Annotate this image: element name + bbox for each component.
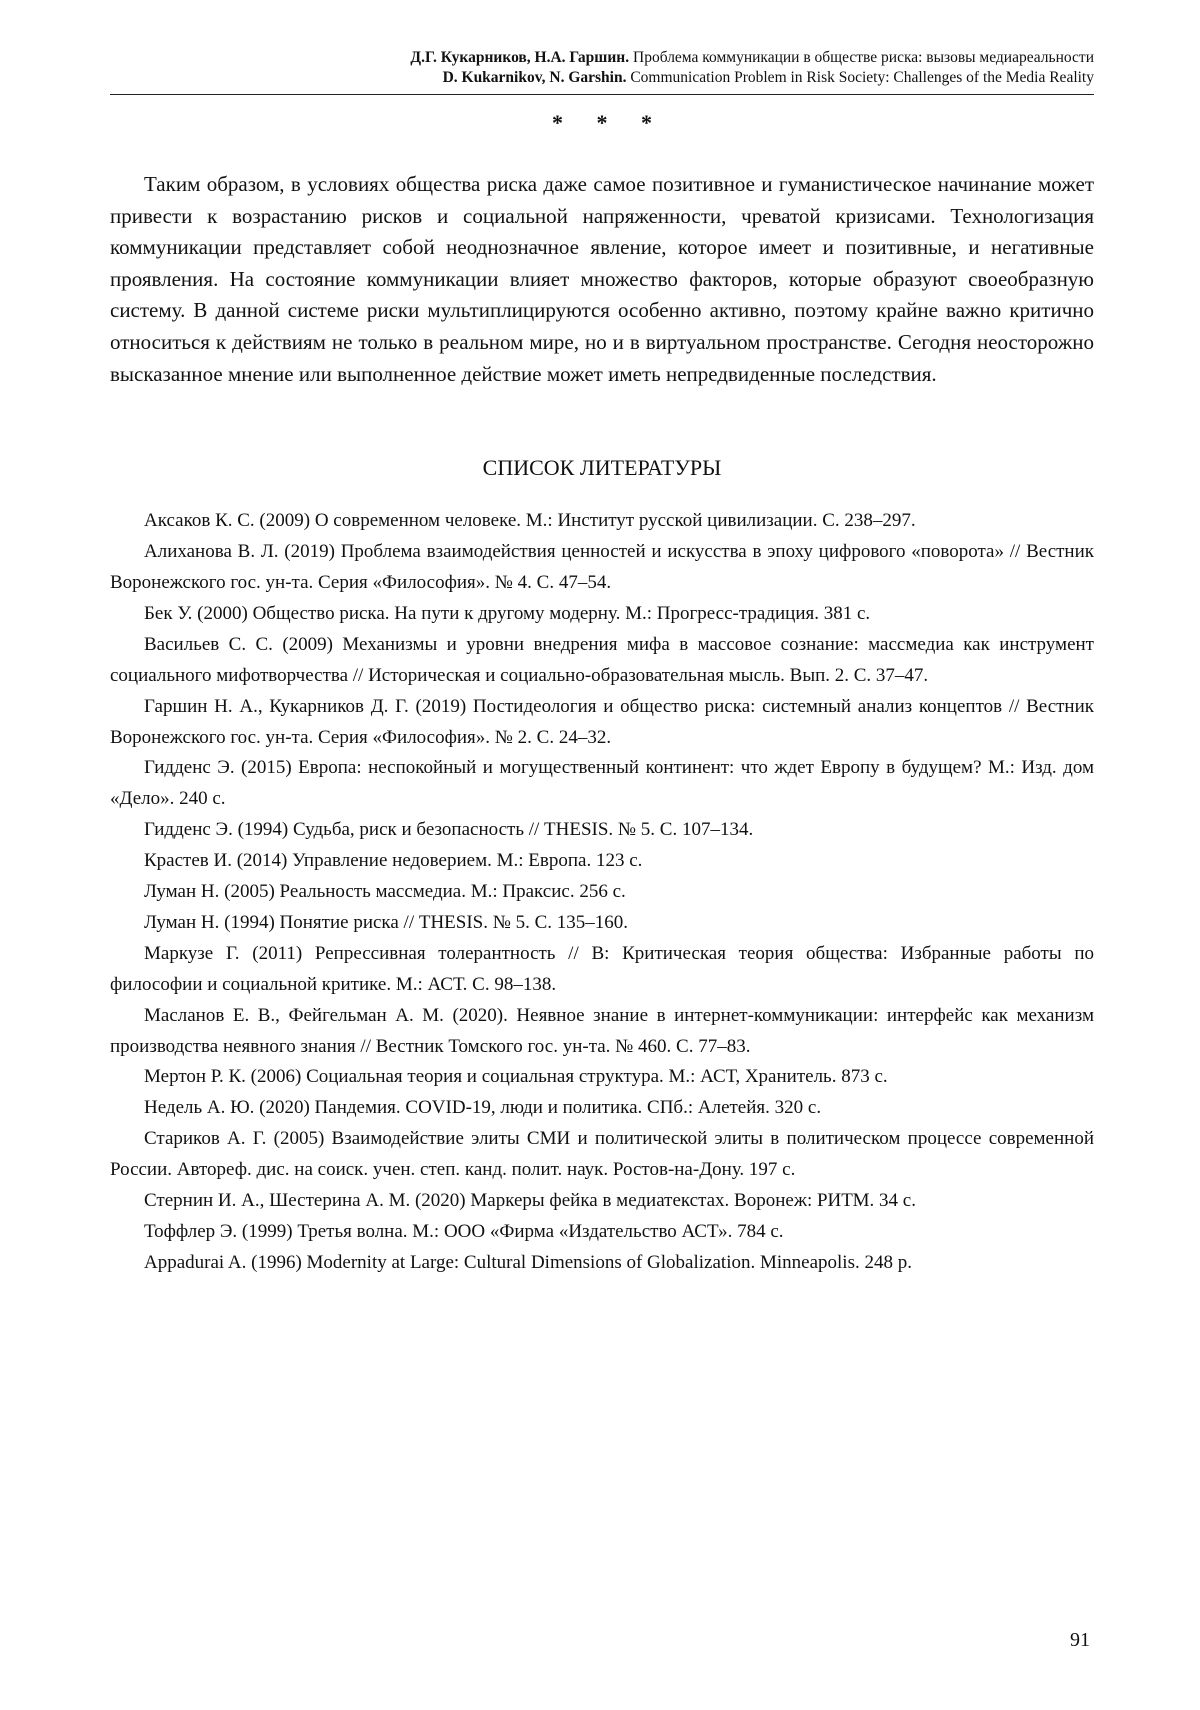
header-authors-russian: Д.Г. Кукарников, Н.А. Гаршин. [410, 49, 630, 66]
reference-item: Гаршин Н. А., Кукарников Д. Г. (2019) Постидеология и общество риска: системный анализ концептов // Вестник Воронежского гос. ун-та. Серия «Философия». № 2. С. 24–32. [110, 695, 1094, 748]
reference-item: Недель А. Ю. (2020) Пандемия. COVID-19, люди и политика. СПб.: Алетейя. 320 с. [144, 1097, 822, 1119]
conclusion-paragraph: Таким образом, в условиях общества риска даже самое позитивное и гуманистическое начинание может привести к возрастанию рисков и социальной напряженности, чреватой кризисами. Технологизация коммуникации представляет собой неоднозначное явление, которое имеет и позитивные, и негативные проявления. На состояние коммуникации влияет множество факторов, которые образуют своеобразную систему. В данной системе риски мультиплицируются особенно активно, поэтому крайне важно критично относиться к действиям не только в реальном мире, но и в виртуальном пространстве. Сегодня неосторожно высказанное мнение или выполненное действие может иметь непредвиденные последствия. [110, 172, 1094, 386]
section-separator: * * * [552, 110, 666, 135]
header-title-english: Communication Problem in Risk Society: Challenges of the Media Reality [630, 69, 1094, 86]
reference-item: Тоффлер Э. (1999) Третья волна. М.: ООО «Фирма «Издательство АСТ». 784 с. [144, 1221, 784, 1242]
reference-item: Гидденс Э. (1994) Судьба, риск и безопасность // THESIS. № 5. С. 107–134. [144, 819, 754, 841]
header-line-russian [110, 48, 1094, 68]
reference-item: Стернин И. А., Шестерина А. М. (2020) Маркеры фейка в медиатекстах. Воронеж: РИТМ. 34 с. [144, 1190, 916, 1212]
reference-item: Стариков А. Г. (2005) Взаимодействие элиты СМИ и политической элиты в политическом процессе современной России. Автореф. дис. на соиск. учен. степ. канд. полит. наук. Ростов-на-Дону. 197 с. [110, 1128, 1094, 1181]
header-line-english [110, 68, 1094, 88]
reference-item: Луман Н. (1994) Понятие риска // THESIS. № 5. С. 135–160. [144, 911, 629, 933]
references-heading: СПИСОК ЛИТЕРАТУРЫ [482, 455, 722, 481]
reference-item: Алиханова В. Л. (2019) Проблема взаимодействия ценностей и искусства в эпоху цифрового «поворота» // Вестник Воронежского гос. ун-та. Серия «Философия». № 4. С. 47–54. [110, 541, 1094, 593]
reference-item: Мертон Р. К. (2006) Социальная теория и социальная структура. М.: АСТ, Хранитель. 873 с. [144, 1066, 888, 1088]
references-list [110, 506, 1094, 1279]
reference-item: Appadurai A. (1996) Modernity at Large: Cultural Dimensions of Globalization. Minneapolis. 248 p. [144, 1251, 912, 1273]
reference-item: Гидденс Э. (2015) Европа: неспокойный и могущественный континент: что ждет Европу в будущем? М.: Изд. дом «Дело». 240 с. [110, 757, 1094, 810]
reference-item: Аксаков К. С. (2009) О современном человеке. М.: Институт русской цивилизации. С. 238–297. [144, 510, 916, 532]
reference-item: Васильев С. С. (2009) Механизмы и уровни внедрения мифа в массовое сознание: массмедиа как инструмент социального мифотворчества // Историческая и социально-образовательная мысль. Вып. 2. С. 37–47. [110, 633, 1094, 686]
page-number: 91 [1070, 1629, 1090, 1651]
header-rule [110, 94, 1094, 95]
reference-item: Луман Н. (2005) Реальность массмедиа. М.: Праксис. 256 с. [144, 881, 626, 903]
journal-page [110, 48, 1094, 1688]
reference-item: Масланов Е. В., Фейгельман А. М. (2020). Неявное знание в интернет-коммуникации: интерфейс как механизм производства неявного знания // Вестник Томского гос. ун-та. № 460. С. 77–83. [110, 1004, 1094, 1057]
header-title-russian: Проблема коммуникации в обществе риска: вызовы медиареальности [633, 49, 1094, 66]
reference-item: Маркузе Г. (2011) Репрессивная толерантность // В: Критическая теория общества: Избранные работы по философии и социальной критике. М.: АСТ. С. 98–138. [110, 942, 1094, 995]
running-header [110, 48, 1094, 88]
reference-item: Бек У. (2000) Общество риска. На пути к другому модерну. М.: Прогресс-традиция. 381 с. [144, 602, 871, 624]
reference-item: Крастев И. (2014) Управление недоверием. М.: Европа. 123 с. [144, 850, 643, 872]
header-authors-english: D. Kukarnikov, N. Garshin. [442, 69, 627, 86]
